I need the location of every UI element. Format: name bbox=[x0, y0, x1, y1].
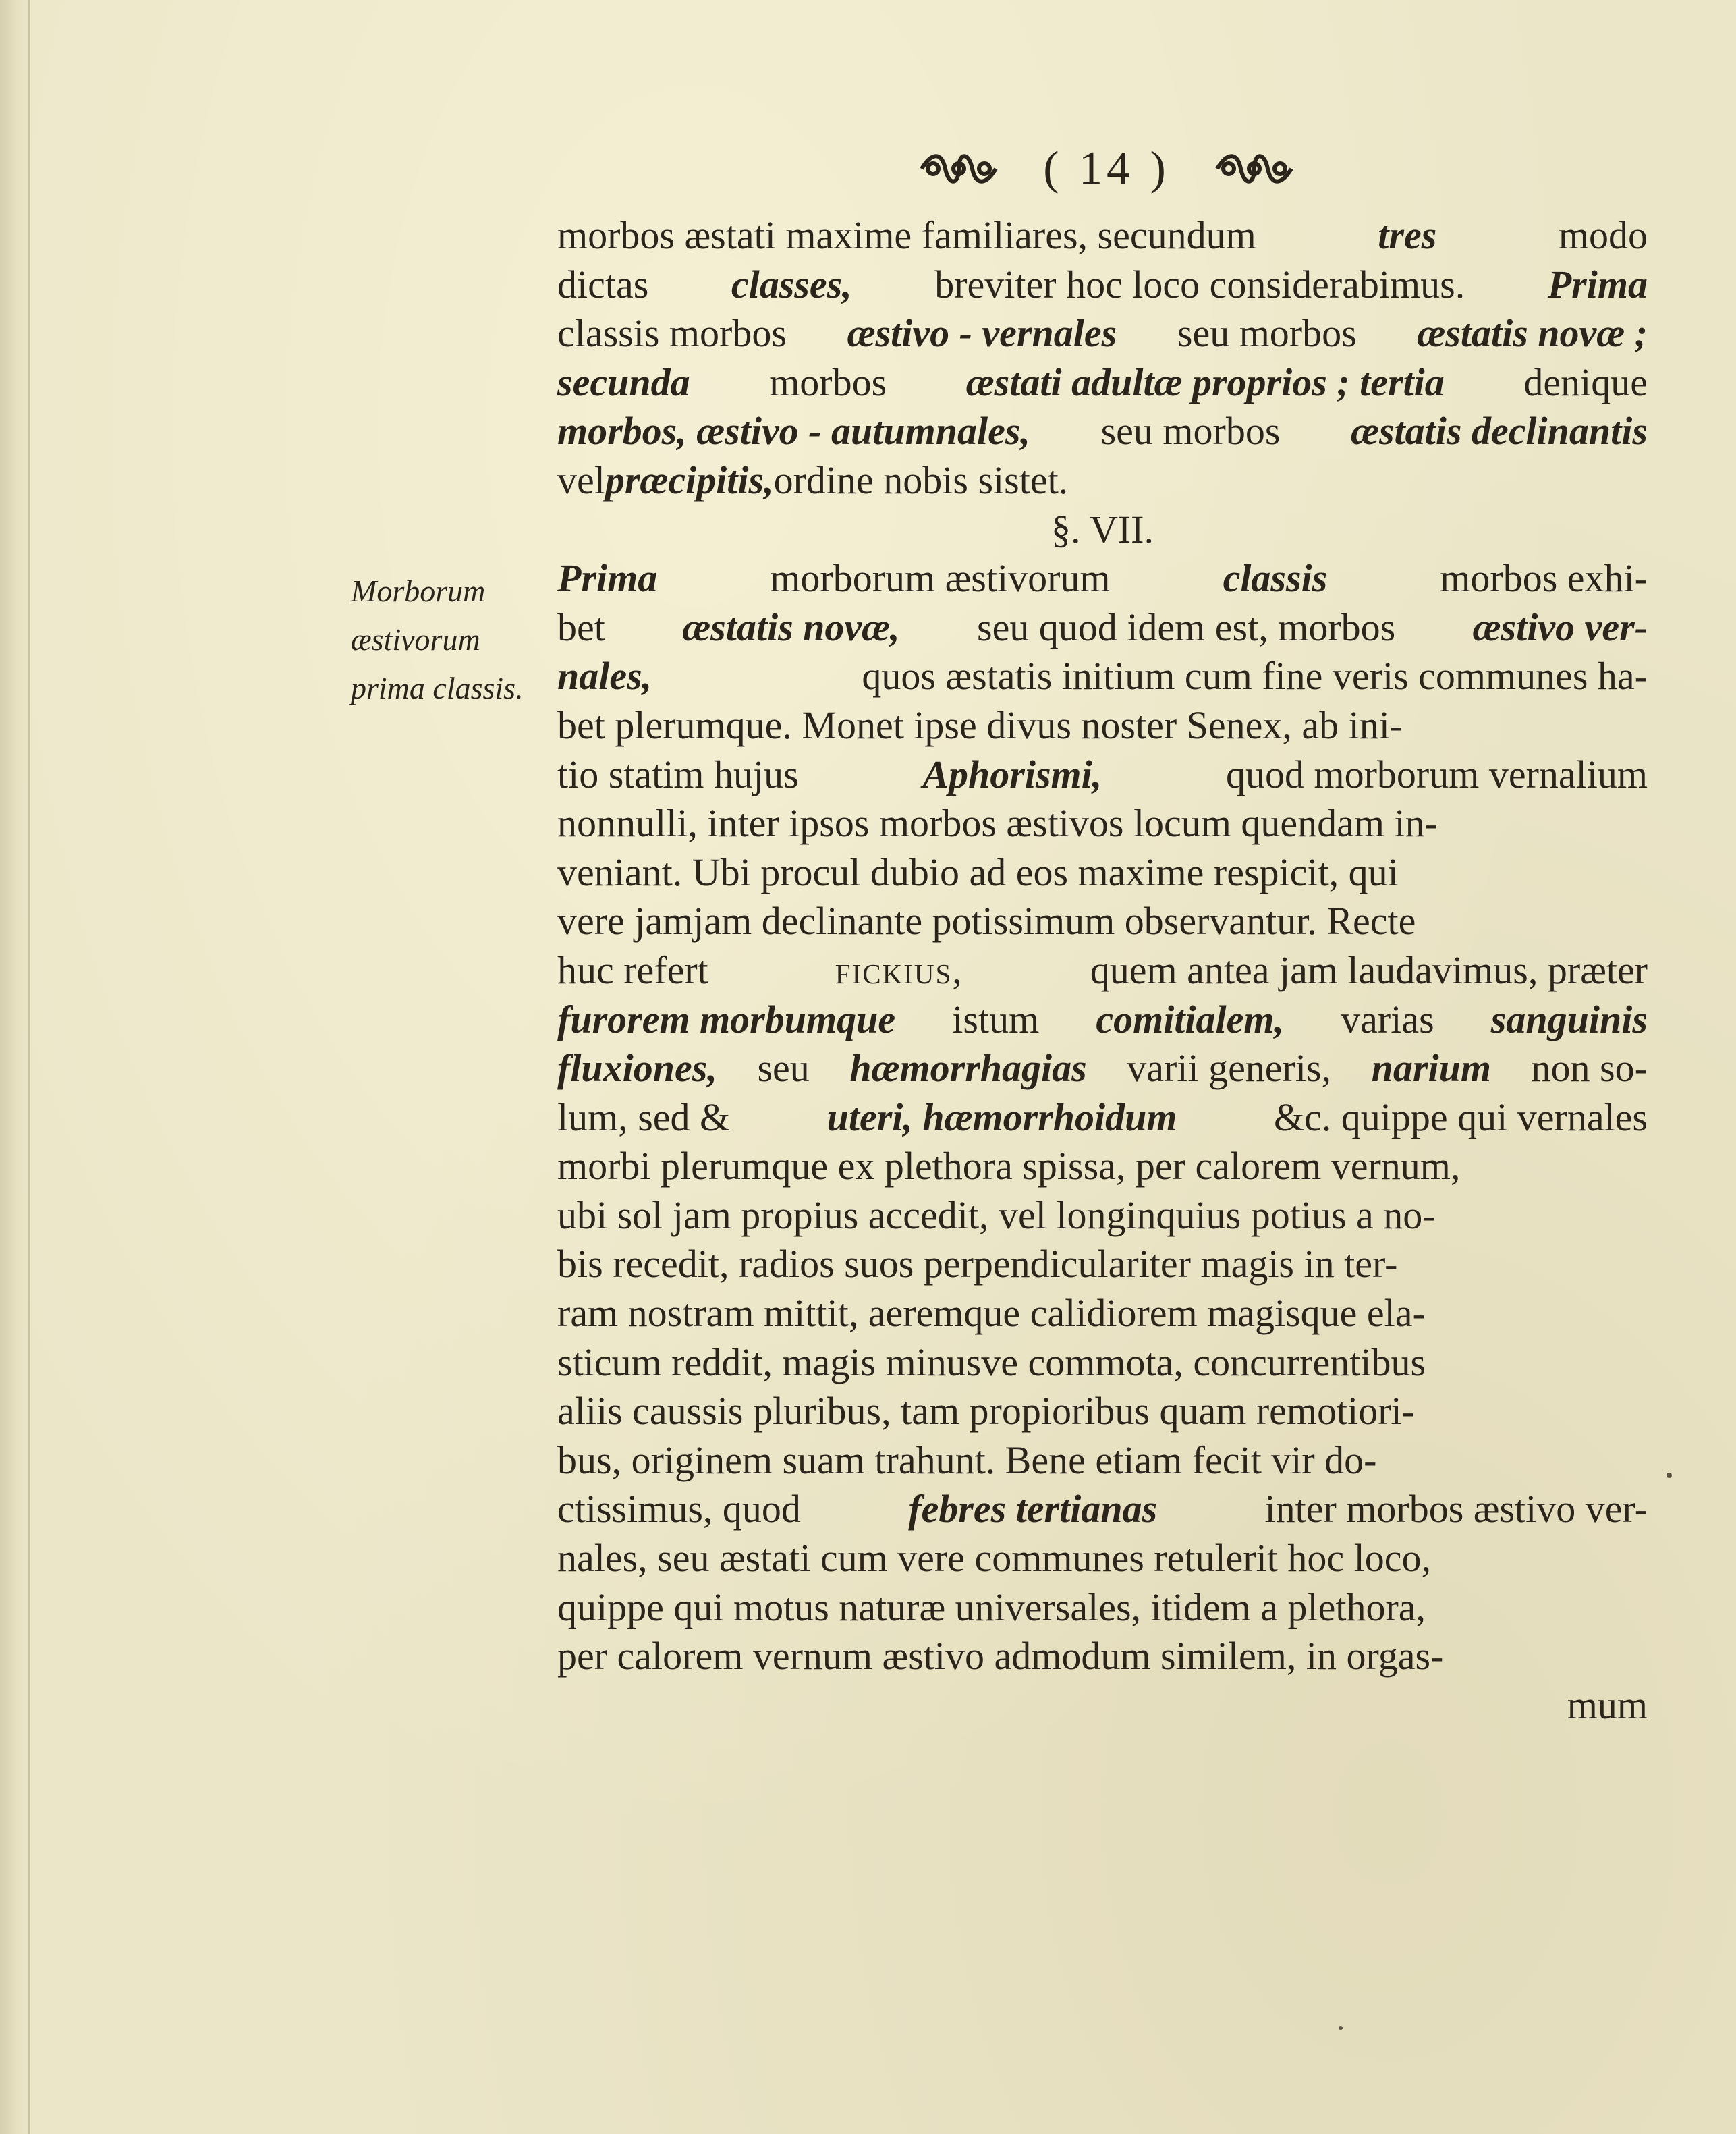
text-line bbox=[557, 211, 1648, 261]
text-segment: ram nostram mittit, aeremque calidiorem magisque ela- bbox=[557, 1291, 1426, 1336]
text-segment: &c. quippe qui vernales bbox=[1273, 1095, 1648, 1139]
text-segment: classis bbox=[1223, 556, 1328, 601]
text-line bbox=[557, 1436, 1648, 1485]
text-line bbox=[557, 1240, 1648, 1289]
text-segment: bet bbox=[557, 605, 605, 649]
text-segment: morbos, æstivo - autumnales, bbox=[557, 409, 1030, 454]
text-segment: quod morborum vernalium bbox=[1225, 752, 1648, 796]
text-line bbox=[557, 897, 1648, 946]
text-line bbox=[557, 1338, 1648, 1388]
text-segment: æstivo ver- bbox=[1472, 605, 1648, 649]
marginal-note-line: æstivorum bbox=[351, 622, 480, 657]
text-line bbox=[557, 456, 1648, 505]
text-segment: æstati adultæ proprios ; tertia bbox=[965, 360, 1445, 404]
text-line bbox=[557, 505, 1648, 555]
text-segment: hæmorrhagias bbox=[849, 1046, 1087, 1091]
text-segment: §. VII. bbox=[1051, 507, 1154, 551]
text-line bbox=[557, 652, 1648, 701]
text-line bbox=[557, 1289, 1648, 1338]
text-segment: febres tertianas bbox=[908, 1487, 1158, 1531]
marginal-note-line: prima classis. bbox=[351, 671, 524, 705]
text-line bbox=[557, 995, 1648, 1045]
text-segment: huc refert bbox=[557, 948, 708, 992]
text-segment: ubi sol jam propius accedit, vel longinquius potius a no- bbox=[557, 1193, 1436, 1237]
text-segment: varias bbox=[1341, 997, 1434, 1041]
text-segment: quos æstatis initium cum fine veris communes ha- bbox=[862, 654, 1648, 699]
text-segment: breviter hoc loco considerabimus. bbox=[934, 262, 1465, 306]
text-line bbox=[557, 1387, 1648, 1436]
text-line bbox=[557, 1681, 1648, 1730]
text-segment: comitialem, bbox=[1096, 997, 1285, 1041]
text-line bbox=[557, 554, 1648, 603]
text-line bbox=[557, 1485, 1648, 1534]
text-segment: tres bbox=[1378, 213, 1437, 257]
text-segment: sanguinis bbox=[1490, 997, 1648, 1041]
text-segment: præcipitis, bbox=[605, 458, 774, 502]
text-line bbox=[557, 750, 1648, 800]
text-segment: narium bbox=[1371, 1046, 1491, 1091]
text-segment: vere jamjam declinante potissimum observantur. Recte bbox=[557, 899, 1416, 943]
text-segment: veniant. Ubi procul dubio ad eos maxime respicit, qui bbox=[557, 850, 1399, 894]
text-line bbox=[557, 701, 1648, 750]
marginal-note-line: Morborum bbox=[351, 574, 486, 608]
text-segment: nales, bbox=[557, 654, 652, 699]
text-segment: morbi plerumque ex plethora spissa, per calorem vernum, bbox=[557, 1144, 1461, 1188]
text-line bbox=[557, 603, 1648, 653]
text-segment: seu bbox=[757, 1046, 810, 1091]
text-segment: æstatis declinantis bbox=[1351, 409, 1648, 454]
text-segment: inter morbos æstivo ver- bbox=[1264, 1487, 1648, 1531]
text-segment: modo bbox=[1558, 213, 1648, 257]
page-header bbox=[870, 138, 1343, 199]
text-line bbox=[557, 946, 1648, 995]
text-line bbox=[557, 1142, 1648, 1191]
text-segment: fluxiones, bbox=[557, 1046, 717, 1091]
text-line bbox=[557, 1191, 1648, 1240]
text-line bbox=[557, 309, 1648, 358]
text-segment: morborum æstivorum bbox=[770, 556, 1111, 601]
text-segment: istum bbox=[952, 997, 1040, 1041]
text-segment: Aphorismi, bbox=[922, 752, 1102, 796]
text-segment: classes, bbox=[731, 262, 852, 306]
text-line bbox=[557, 1632, 1648, 1681]
text-segment: sticum reddit, magis minusve commota, concurrentibus bbox=[557, 1340, 1426, 1384]
text-line bbox=[557, 407, 1648, 456]
text-segment: æstatis novæ ; bbox=[1417, 311, 1648, 356]
text-segment: furorem morbumque bbox=[557, 997, 896, 1041]
text-segment: æstivo - vernales bbox=[847, 311, 1117, 356]
text-segment: morbos bbox=[769, 360, 887, 404]
text-line bbox=[557, 1044, 1648, 1093]
text-segment: uteri, hæmorrhoidum bbox=[827, 1095, 1177, 1139]
text-segment: aliis caussis pluribus, tam propioribus quam remotiori- bbox=[557, 1389, 1415, 1433]
text-segment: tio statim hujus bbox=[557, 752, 799, 796]
text-segment: morbos exhi- bbox=[1440, 556, 1648, 601]
text-segment: nales, seu æstati cum vere communes retulerit hoc loco, bbox=[557, 1536, 1431, 1581]
text-segment: nonnulli, inter ipsos morbos æstivos locum quendam in- bbox=[557, 801, 1438, 846]
text-segment: quippe qui motus naturæ universales, itidem a plethora, bbox=[557, 1585, 1426, 1629]
text-segment: fickius, bbox=[835, 948, 963, 992]
left-ornament-icon bbox=[915, 148, 1003, 189]
text-line bbox=[557, 358, 1648, 408]
text-segment: Prima bbox=[1547, 262, 1648, 306]
text-segment: seu morbos bbox=[1177, 311, 1357, 356]
text-segment: classis morbos bbox=[557, 311, 787, 356]
text-segment: ctissimus, quod bbox=[557, 1487, 801, 1531]
text-segment: lum, sed & bbox=[557, 1095, 731, 1139]
text-segment: denique bbox=[1523, 360, 1648, 404]
text-segment: bus, originem suam trahunt. Bene etiam fecit vir do- bbox=[557, 1438, 1377, 1482]
text-segment: varii generis, bbox=[1127, 1046, 1332, 1091]
right-ornament-icon bbox=[1210, 148, 1298, 189]
text-segment: mum bbox=[1567, 1682, 1648, 1727]
text-segment: bet plerumque. Monet ipse divus noster Senex, ab ini- bbox=[557, 703, 1403, 747]
paper-speck bbox=[1667, 1473, 1672, 1478]
text-line bbox=[557, 1534, 1648, 1583]
text-line bbox=[557, 1093, 1648, 1143]
text-line bbox=[557, 799, 1648, 848]
text-line bbox=[557, 261, 1648, 310]
text-line bbox=[557, 1583, 1648, 1633]
text-segment: Prima bbox=[557, 556, 658, 601]
paper-speck bbox=[1339, 2026, 1343, 2030]
page-number: ( 14 ) bbox=[1043, 142, 1170, 194]
body-text bbox=[557, 211, 1648, 1730]
text-segment: per calorem vernum æstivo admodum similem, in orgas- bbox=[557, 1634, 1444, 1678]
text-segment: dictas bbox=[557, 262, 649, 306]
text-segment: vel bbox=[557, 458, 605, 502]
text-segment: non so- bbox=[1531, 1046, 1648, 1091]
marginal-note bbox=[351, 567, 553, 713]
text-line bbox=[557, 848, 1648, 898]
text-segment: seu quod idem est, morbos bbox=[977, 605, 1396, 649]
text-segment: bis recedit, radios suos perpendiculariter magis in ter- bbox=[557, 1242, 1398, 1286]
text-segment: secunda bbox=[557, 360, 690, 404]
text-segment: æstatis novæ, bbox=[682, 605, 900, 649]
text-segment: ordine nobis sistet. bbox=[773, 458, 1069, 502]
book-gutter bbox=[0, 0, 30, 2134]
text-segment: morbos æstati maxime familiares, secundum bbox=[557, 213, 1256, 257]
text-segment: seu morbos bbox=[1100, 409, 1281, 454]
text-segment: quem antea jam laudavimus, præter bbox=[1090, 948, 1648, 992]
